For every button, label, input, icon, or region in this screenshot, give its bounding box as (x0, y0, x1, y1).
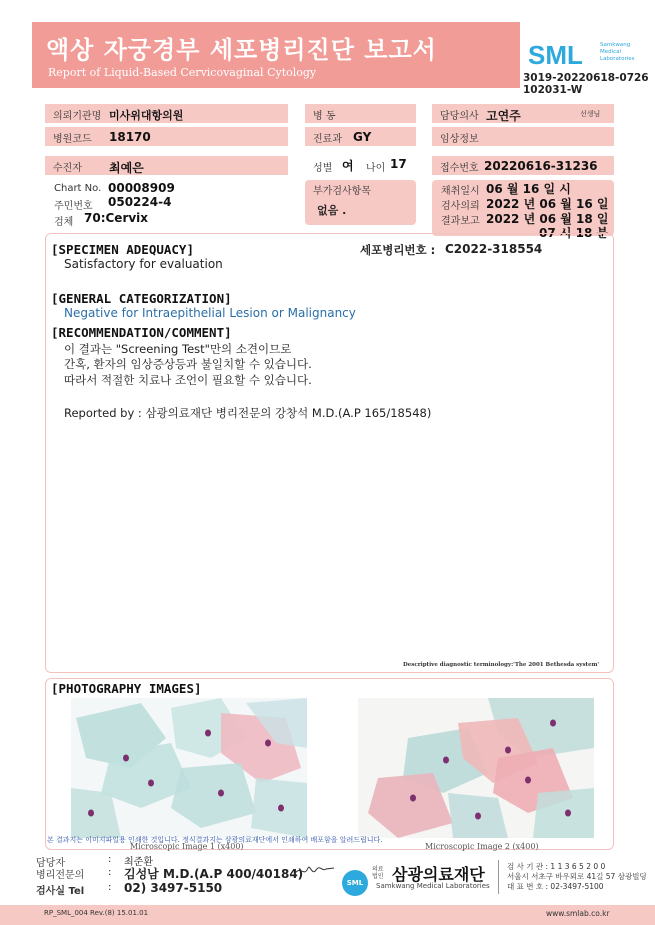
footer-divider (498, 860, 499, 894)
patient-row (45, 156, 288, 175)
adequacy-text: Satisfactory for evaluation (64, 257, 223, 271)
receipt-row (432, 156, 614, 175)
image-2-caption: Microscopic Image 2 (x400) (425, 842, 539, 851)
report-title: 액상 자궁경부 세포병리진단 보고서 (46, 36, 437, 64)
microscopic-image-2 (358, 698, 594, 838)
clinical-row (432, 127, 614, 146)
institution-row (45, 104, 288, 123)
chart-label: Chart No. (54, 183, 102, 194)
result-time: 07 시 18 분 (539, 226, 609, 240)
org-prefix: 의료법인 (372, 866, 384, 880)
sex-label: 성별 (313, 163, 333, 174)
hospital-code-row (45, 127, 288, 146)
rrn-label: 주민번호 (54, 201, 93, 212)
form-code: RP_SML_004 Rev.(8) 15.01.01 (44, 909, 149, 917)
doctor-suffix: 선생님 (580, 110, 601, 118)
hospital-code-value: 18170 (109, 130, 151, 144)
result-label: 결과보고 (441, 216, 480, 227)
rrn-value: 050224-4 (108, 195, 172, 209)
tel-label: 검사실 Tel (36, 886, 85, 897)
org-info: 검 사 기 관 : 1 1 3 6 5 2 0 0 서울시 서초구 바우뫼로 41길 57 삼광빌딩 대 표 번 호 : 02-3497-5100 (507, 862, 647, 891)
signature (292, 860, 336, 886)
specimen-label: 검체 (54, 217, 74, 228)
extra-test-value: 없음 . (317, 204, 347, 217)
general-heading: [GENERAL CATEGORIZATION] (51, 291, 232, 306)
pathologist-value: 김성남 M.D.(A.P 400/40184) (124, 867, 304, 881)
extra-test-label: 부가검사항목 (313, 186, 371, 197)
doctor-row (432, 104, 614, 123)
age-value: 17 (390, 157, 407, 171)
reported-by: Reported by : 삼광의료재단 병리전문의 강창석 M.D.(A.P 165/18548) (64, 406, 432, 420)
recommendation-line-3: 따라서 적절한 치료나 조언이 필요할 수 있습니다. (64, 373, 312, 387)
manager-value: 최준환 (124, 857, 153, 868)
recommendation-heading: [RECOMMENDATION/COMMENT] (51, 325, 232, 340)
print-notice: 본 결과지는 이미지파일용 인쇄한 것입니다. 정식결과지는 삼광의료재단에서 인쇄하여 배포함을 알려드립니다. (47, 836, 383, 844)
website: www.smlab.co.kr (546, 909, 610, 918)
request-label: 검사의뢰 (441, 201, 480, 212)
doctor-value: 고연주 (486, 109, 521, 123)
receipt-label: 접수번호 (440, 163, 479, 174)
image-1-caption: Microscopic Image 1 (x400) (130, 842, 244, 851)
microscopic-image-1 (71, 698, 307, 838)
sml-logo: SML (528, 40, 583, 70)
hospital-code-label: 병원코드 (53, 134, 92, 145)
doctor-label: 담당의사 (440, 111, 479, 122)
collect-value: 06 월 16 일 시 (486, 182, 571, 196)
org-name: 삼광의료재단 (392, 865, 485, 884)
institution-label: 의뢰기관명 (53, 111, 102, 122)
receipt-value: 20220616-31236 (484, 159, 598, 173)
sml-logo-text: Samkwang Medical Laboratories (600, 42, 635, 62)
images-heading: [PHOTOGRAPHY IMAGES] (51, 681, 202, 696)
ward-row (305, 104, 416, 123)
clinical-label: 임상정보 (440, 134, 479, 145)
report-subtitle: Report of Liquid-Based Cervicovaginal Cytology (48, 66, 317, 79)
cytology-number: C2022-318554 (445, 242, 543, 256)
request-number: 3019-20220618-0726 102031-W (523, 72, 649, 96)
org-emblem: SML (342, 870, 368, 896)
ward-label: 병 동 (313, 111, 336, 122)
sex-value: 여 (342, 159, 354, 173)
dept-label: 진료과 (313, 134, 342, 145)
extra-test-box (305, 180, 416, 225)
request-value: 2022 년 06 월 16 일 (486, 197, 609, 211)
chart-value: 00008909 (108, 181, 175, 195)
collect-label: 채취일시 (441, 186, 480, 197)
recommendation-line-2: 간혹, 환자의 임상증상등과 불일치할 수 있습니다. (64, 357, 312, 371)
recommendation-line-1: 이 결과는 "Screening Test"만의 소견이므로 (64, 342, 292, 356)
adequacy-heading: [SPECIMEN ADEQUACY] (51, 242, 194, 257)
tel-value: 02) 3497-5150 (124, 881, 223, 895)
age-label: 나이 (366, 163, 386, 174)
dept-row (305, 127, 416, 146)
specimen-value: 70:Cervix (84, 211, 149, 225)
institution-value: 미사위대항의원 (109, 109, 184, 122)
manager-label: 담당자 (36, 858, 65, 869)
cytology-number-label: 세포병리번호 : (360, 243, 436, 257)
dept-value: GY (353, 130, 372, 144)
general-text: Negative for Intraepithelial Lesion or Malignancy (64, 306, 356, 320)
patient-label: 수진자 (53, 163, 82, 174)
patient-value: 최예은 (109, 161, 144, 175)
terminology-note: Descriptive diagnostic terminology:'The 2001 Bethesda system' (403, 662, 600, 668)
org-english: Samkwang Medical Laboratories (376, 882, 490, 890)
pathologist-label: 병리전문의 (36, 870, 85, 881)
result-value: 2022 년 06 월 18 일 (486, 212, 609, 226)
